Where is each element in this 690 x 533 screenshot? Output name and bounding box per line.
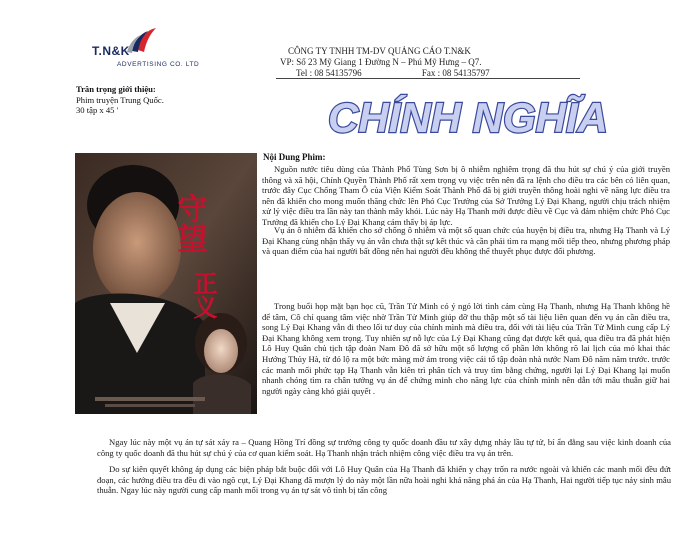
poster-woman-face	[204, 329, 238, 373]
company-address: VP: Số 23 Mỹ Giang 1 Đường N – Phú Mỹ Hưng – Q7.	[280, 57, 482, 67]
plot-paragraph-4: Ngay lúc này một vụ án tự sát xảy ra – Quang Hồng Trí đồng sự trưởng công ty quốc doanh đầu tư xây dựng nhảy lầu tự tử, bí ẩn đằng sau việc kinh doanh của công ty quốc doanh đã thu hút sự chú ý của cơ quan kiểm soát. Hạ Thanh nhận trách nhiệm công việc điều tra vụ án trên.	[97, 437, 671, 458]
movie-poster	[75, 153, 257, 414]
poster-credits-strip	[95, 397, 205, 401]
intro-episodes: 30 tập x 45 '	[76, 105, 119, 115]
company-fax: Fax : 08 54135797	[421, 68, 490, 78]
plot-heading: Nội Dung Phim:	[263, 152, 326, 162]
poster-man-face	[93, 192, 181, 304]
intro-block	[76, 84, 164, 116]
film-title-text: CHÍNH NGHĨA	[328, 94, 608, 140]
header-divider	[276, 78, 580, 79]
poster-woman-body	[193, 374, 251, 414]
logo-tagline: ADVERTISING CO. LTD	[117, 61, 200, 68]
poster-title-top: 守望	[171, 193, 207, 253]
logo-brand-text: T.N&K	[92, 44, 130, 58]
plot-paragraph-2: Vụ án ô nhiễm đã khiến cho sở chống ô nhiễm và một số quan chức của huyện bị điều tra, nhưng Hạ Thanh và Lý Đại Khang cùng nhận thấy vụ án vẫn chưa thật sự kết thúc và cần phải tìm ra mạng mối tiếp theo, nhưng phương pháp và quan điểm của hai người bất đồng nên hai người đều không thể thuyết phục được đối phương.	[262, 225, 670, 257]
film-title	[322, 92, 618, 140]
plot-paragraph-1: Nguồn nước tiêu dùng của Thành Phố Tùng Sơn bị ô nhiễm nghiêm trọng đã thu hút sự chú ý của giới truyền thông và xã hội, Chính Quyền Thành Phố rất xem trọng vụ việc trên nên đã ra lệnh cho điều tra các bên có liên quan, trước đây Cục Chống Tham Ô của Viện Kiểm Soát Thành Phố đã bị giới truyền thông hoài nghi về năng lực điều tra nên đã khiến cho mong muốn thăng chức lên Phó Cục Trưởng của Sở Trưởng Lý Đại Khang, người chịu trách nhiệm xử lý việc điều tra lần này tan thành mây khói. Lúc này Hạ Thanh mới được điều về Cục và đảm nhiệm chức Phó Cục Trưởng đã khiến cho Lý Đại Khang cảm thấy bị áp lực.	[262, 164, 670, 226]
plot-paragraph-3: Trong buổi họp mặt bạn học cũ, Trần Tử Minh có ý ngỏ lời tình cảm cùng Hạ Thanh, nhưng Hạ Thanh không hề để tâm, Cô chỉ quang tâm việc nhờ Trần Tử Minh giúp đỡ thu thập một số tài liệu liên quan đến vụ án cần điều tra, song Lý Đại Khang vẫn đi theo lối tư duy của chính mình mà điều tra, đối với tài liệu của Trần Tử Minh cung cấp Lý Đại Khang không xem trọng. Tuy nhiên sự nỗ lực của Lý Đại Khang cũng đạt được kết quả, qua điều tra đã phát hiện Lô Huy Quân chủ tịch tập đoàn Nam Đô đã sở hữu một số lượng cổ phần lớn không rõ lai lịch của mỏ khai thác Hướng Thủy Hà, từ đó lộ ra một bức màng mờ ám trong việc cải tổ tập đoàn nhà nước Nam Đô năm năm trước. trước các manh mối phức tạp Hạ Thanh vẫn kiên trì phân tích và truy tìm bằng chứng, người lại Lý Đại Khang lại muốn nhanh chóng tìm ra chân tướng vụ án để chứng minh cho năng lực của chính mình nên dẫn tới mâu thuẫn giữ hai người ngày càng khó giải quyết .	[262, 301, 670, 396]
plot-paragraph-5: Do sự kiên quyết không áp dụng các biện pháp bắt buộc đối với Lô Huy Quân của Hạ Thanh đã khiến y chạy trốn ra nước ngoài và khiến các manh mối đều đứt đoạn, các hướng điều tra đều đi vào ngõ cụt, Lý Đại Khang đã mượn lý do này một lần nữa hoài nghi khả năng phá án của Hạ Thanh, Hai người tiếp tục nảy sinh mâu thuẫn. Ngay lúc này người cung cấp manh mối trong vụ án tự sát vô tình bị tấn công	[97, 464, 671, 496]
intro-label: Trân trọng giới thiệu:	[76, 84, 156, 94]
intro-genre: Phim truyện Trung Quốc.	[76, 94, 164, 105]
poster-credits-strip-2	[105, 404, 195, 407]
poster-title-bottom: 正义	[189, 271, 217, 319]
company-tel: Tel : 08 54135796	[296, 68, 362, 78]
company-name: CÔNG TY TNHH TM-DV QUẢNG CÁO T.N&K	[288, 46, 471, 56]
company-header	[274, 46, 490, 79]
